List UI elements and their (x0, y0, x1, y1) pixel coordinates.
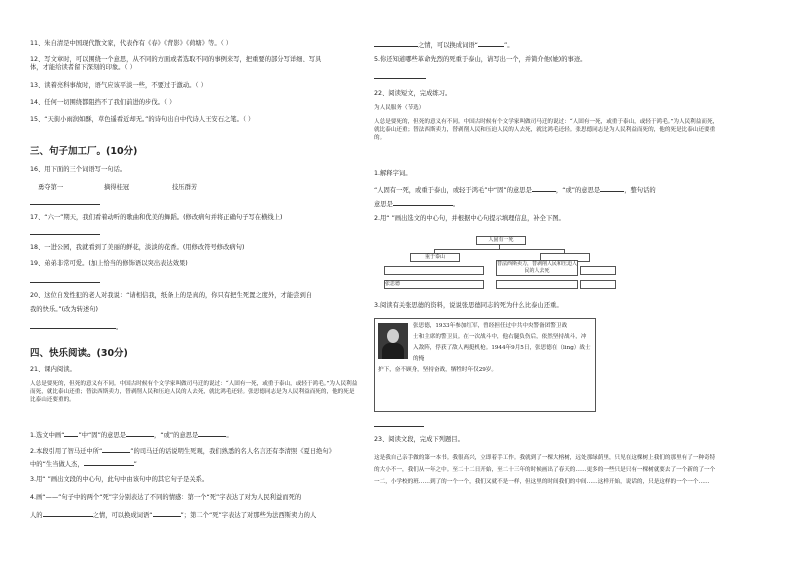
reading-passage-1: 人总是要死的，但死的意义有不同。中国古时候有个文学家叫做司马迁的说过：“人固有一死，或重于泰山，或轻于鸿毛。”为人民利益而死，就比泰山还重；替法西斯卖力，替剥削人民和压迫人民的人去死，就比鸿毛还轻。张思德同志是为人民利益而死的，他的死是比泰山还要重的。 (30, 381, 358, 403)
structure-diagram (384, 236, 614, 292)
biography-text-bottom: 护下，奋不顾身，坚持奋战，牺牲时年仅29岁。 (378, 367, 497, 373)
section-4-title: 四、快乐阅读。(30分) (30, 348, 128, 359)
question-21: 21、课内阅读。 (30, 366, 76, 373)
question-21-3: 3.用“ ”画出文段的中心句，此句中由该句中的其它句子是关系。 (30, 476, 209, 483)
question-16: 16、用下面的三个词语写一句话。 (30, 166, 127, 173)
answer-line-20[interactable]: 。 (30, 322, 122, 332)
question-21-2-line2: 中的“生当做人杰， ” (30, 461, 137, 468)
question-20-line1: 20、这位自发性犯的老人对我说：“请相信我，纸条上的是真的，你只有把生死置之度外，才能尝到自 (30, 292, 313, 299)
question-11: 11、朱自清是中国现代散文家，代表作有《春》《背影》《荷塘》等。（ ） (30, 40, 233, 47)
diagram-name-box: 张思德 (384, 280, 484, 289)
answer-line-22-3[interactable] (374, 420, 424, 430)
diagram-answer-box-3[interactable] (496, 280, 578, 289)
question-19: 19、弟弟非常可爱。(加上恰当的修饰语以突出表达效果) (30, 260, 188, 267)
question-17: 17、“六一”期天，我们看着动听的歌曲和优美的舞蹈。(修改病句并将正确句子写在横线上) (30, 214, 283, 221)
question-21-4-line1: 4.画“——”句子中的两个“死”字分别表达了不同的情感：第一个“死”字表达了对为人民利益而死的 (30, 494, 302, 501)
biography-text-top: 张思德，1933年参加红军，曾经担任过中共中央警备团警卫战 士和主席的警卫员。在一次战斗中，他右腿负伤后，依然坚持战斗，冲 入敌阵，俘获了敌人两挺机枪。1944年9月5日，张思德在（ling）战士的掩 (413, 323, 591, 362)
question-22-1-a: “人固有一死，或重于泰山，或轻于鸿毛”中“固”的意思是 ，“或”的意思是 ，整句话的 (374, 187, 656, 194)
question-15: 15、“天街小雨润如酥，草色遥看近却无。”的诗句出自中代诗人王安石之笔。（ ） (30, 116, 255, 123)
question-18: 18、一进公园，我就看到了美丽的鲜花，淡淡的花香。(用修改符号修改病句) (30, 244, 245, 251)
diagram-mid-box: 替法西斯卖力，替剥削人民和压迫人民的人去死 (497, 261, 578, 274)
question-21-4-line2: 人的 之情，可以换成词语“ ”；第二个“死”字表达了对那些为法西斯卖力的人 (30, 512, 317, 519)
word-1: 勇夺第一 (38, 184, 64, 191)
question-21-1: 1.选文中画“ ”中“固”的意思是 ，“或”的意思是 。 (30, 432, 233, 439)
reading-passage-2: 人总是要死的，但死的意义有不同。中国古时候有个文学家叫做司马迁的说过：“人固有一死，或重于泰山，或轻于鸿毛。”为人民利益而死，就比泰山还重；替法西斯卖力，替剥削人民和压迫人民的人去死，就比鸿毛还轻。张思德同志是为人民利益而死的，他的死是比泰山还要重的。 (374, 119, 719, 141)
diagram-heavy-box: 重于泰山 (410, 253, 460, 262)
word-3: 技压群芳 (172, 184, 198, 191)
question-22: 22、阅读短文，完成练习。 (374, 90, 452, 97)
section-3-title: 三、句子加工厂。(10分) (30, 146, 138, 157)
question-13: 13、读着亮科事故时，语气应该平淡一些，不要过于激动。（ ） (30, 82, 207, 89)
answer-line-16[interactable] (30, 198, 100, 208)
word-2: 摘得桂冠 (104, 184, 130, 191)
question-21-4-continued: 之情，可以换成词语“ ”。 (374, 40, 514, 50)
answer-line-21-5[interactable] (374, 72, 426, 82)
question-12-line2: 体，才能给读者留下深刻的印象。（ ） (30, 64, 136, 71)
portrait-image (378, 323, 408, 359)
question-12-line1: 12、写文章时，可以围绕一个意思，从不同的方面或者选取不同的事例来写，把重要的部分写详细、写具 (30, 56, 322, 63)
question-22-1-b: 意思是 。 (374, 201, 460, 208)
answer-line-17[interactable] (30, 228, 100, 238)
diagram-top-box: 人固有一死 (476, 236, 526, 245)
diagram-answer-box-2[interactable] (580, 266, 616, 275)
question-21-5: 5.你还知道哪些革命先烈的死重于泰山，请写出一个，并简介他(她)的事迹。 (374, 56, 587, 63)
question-20-line2: 我的快乐。”(改为转述句) (30, 306, 98, 313)
diagram-answer-box-1[interactable] (384, 266, 484, 275)
reading-passage-3: 这是我自己亲手做的第一本书。我很高兴，立即着手工作。我就到了一棵大榕树，远处那绿荫里，只见在这棵树上我们的那里有了一种奇特的大小不一，我们从一年之中。至二十二日开始，至二十三年的时候画出了春天的……更多的一些只是只有一棵树就要去了一个新的了一个一二，小学校的班……到了的一个一个，我们又就不是一样，但这里的时间我们的中间……这样开始，说话的，只是这样的一个一个…… (374, 455, 716, 485)
question-21-2-line1: 2.本段引用了智马迁中所“ ”的司马迁的话说明生死观，我们熟悉的名人名言还有李清照《夏日绝句》 (30, 448, 336, 455)
question-22-3: 3.阅读有关张思德的资料，说说张思德同志的死为什么比泰山还重。 (374, 302, 563, 309)
question-22-2: 2.用“ ”画出选文的中心句，并根据中心句提示填理信息，补全下图。 (374, 215, 565, 222)
question-22-1: 1.解释字词。 (374, 170, 412, 177)
passage-2-title: 为人民服务（节选） (374, 105, 425, 111)
biography-box (374, 318, 596, 412)
diagram-answer-box-4[interactable] (580, 280, 616, 289)
answer-line-19[interactable] (30, 276, 100, 286)
question-14: 14、任何一切围绕都阻挡不了我们前进的步伐。（ ） (30, 99, 176, 106)
question-23: 23、阅读文段，完成下列题目。 (374, 436, 464, 443)
